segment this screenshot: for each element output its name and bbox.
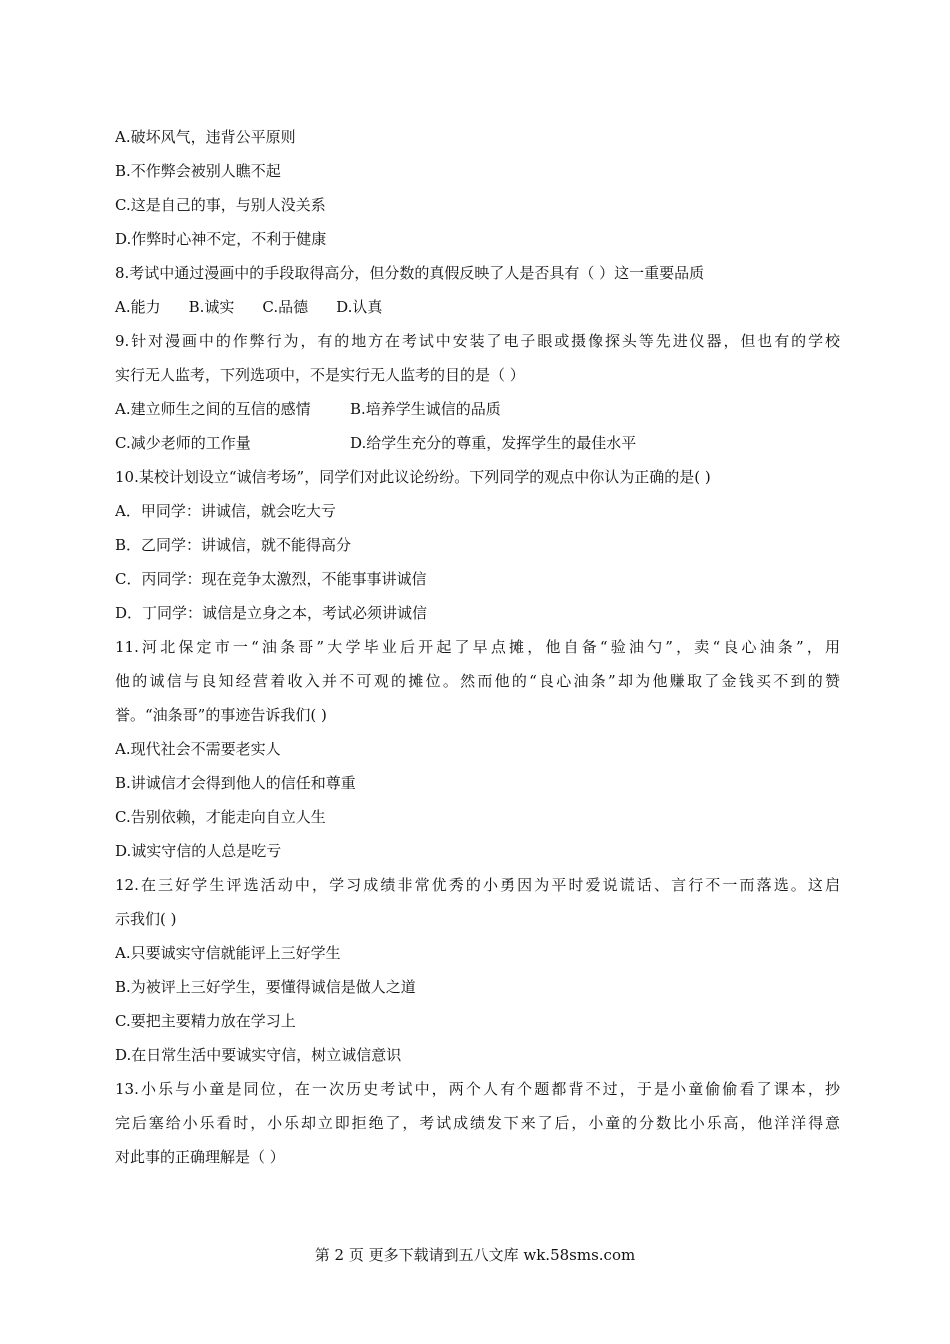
option-line: C.这是自己的事，与别人没关系: [115, 196, 326, 214]
option-line: D.作弊时心神不定，不利于健康: [115, 230, 327, 248]
option-d: D.在日常生活中要诚实守信，树立诚信意识: [115, 1046, 402, 1064]
question-10-stem: 10.某校计划设立“诚信考场”，同学们对此议论纷纷。下列同学的观点中你认为正确的是( ): [115, 468, 711, 486]
question-12-stem-cont: 示我们( ): [115, 910, 177, 928]
option-b: B.讲诚信才会得到他人的信任和尊重: [115, 774, 356, 792]
option-line: B.不作弊会被别人瞧不起: [115, 162, 281, 180]
question-9-stem-cont: 实行无人监考，下列选项中，不是实行无人监考的目的是（ ）: [115, 366, 525, 384]
option-line: A.破坏风气，违背公平原则: [115, 128, 296, 146]
question-13-stem: 13.小乐与小童是同位，在一次历史考试中，两个人有个题都背不过，于是小童偷偷看了课本，抄: [115, 1080, 840, 1098]
option-d: D.认真: [336, 298, 383, 316]
option-b: B.培养学生诚信的品质: [350, 400, 501, 418]
option-d: D．丁同学：诚信是立身之本，考试必须讲诚信: [115, 604, 428, 622]
option-b: B．乙同学：讲诚信，就不能得高分: [115, 536, 352, 554]
question-8-stem: 8.考试中通过漫画中的手段取得高分，但分数的真假反映了人是否具有（ ）这一重要品质: [115, 264, 705, 282]
option-a: A.建立师生之间的互信的感情: [115, 400, 311, 418]
question-body: [115, 120, 840, 1174]
option-c: C.品德: [262, 298, 309, 316]
question-11-stem: 11.河北保定市一“油条哥”大学毕业后开起了早点摊，他自备“验油勺”，卖“良心油条”，用: [115, 638, 840, 656]
option-a: A.只要诚实守信就能评上三好学生: [115, 944, 341, 962]
option-d: D.给学生充分的尊重，发挥学生的最佳水平: [350, 434, 637, 452]
option-d: D.诚实守信的人总是吃亏: [115, 842, 282, 860]
option-c: C.告别依赖，才能走向自立人生: [115, 808, 326, 826]
question-9-options-row2: [115, 426, 840, 460]
option-a: A.能力: [115, 298, 161, 316]
option-c: C.要把主要精力放在学习上: [115, 1012, 296, 1030]
page-footer: 第 2 页 更多下载请到五八文库 wk.58sms.com: [314, 1246, 636, 1264]
option-c: C．丙同学：现在竞争太激烈，不能事事讲诚信: [115, 570, 427, 588]
question-12-stem: 12.在三好学生评选活动中，学习成绩非常优秀的小勇因为平时爱说谎话、言行不一而落选。这启: [115, 876, 840, 894]
question-8-options: [115, 290, 840, 324]
question-13-stem-end: 对此事的正确理解是（ ）: [115, 1148, 285, 1166]
question-13-stem-cont: 完后塞给小乐看时，小乐却立即拒绝了，考试成绩发下来了后，小童的分数比小乐高，他洋洋得意: [115, 1114, 840, 1132]
question-11-stem-cont: 他的诚信与良知经营着收入并不可观的摊位。然而他的“良心油条”却为他赚取了金钱买不到的赞: [115, 672, 840, 690]
option-b: B.诚实: [188, 298, 235, 316]
option-b: B.为被评上三好学生，要懂得诚信是做人之道: [115, 978, 416, 996]
option-a: A．甲同学：讲诚信，就会吃大亏: [115, 502, 336, 520]
question-11-stem-end: 誉。“油条哥”的事迹告诉我们( ): [115, 706, 327, 724]
option-c: C.减少老师的工作量: [115, 434, 251, 452]
question-9-options-row1: [115, 392, 840, 426]
option-a: A.现代社会不需要老实人: [115, 740, 281, 758]
question-9-stem: 9.针对漫画中的作弊行为，有的地方在考试中安装了电子眼或摄像探头等先进仪器，但也有的学校: [115, 332, 840, 350]
